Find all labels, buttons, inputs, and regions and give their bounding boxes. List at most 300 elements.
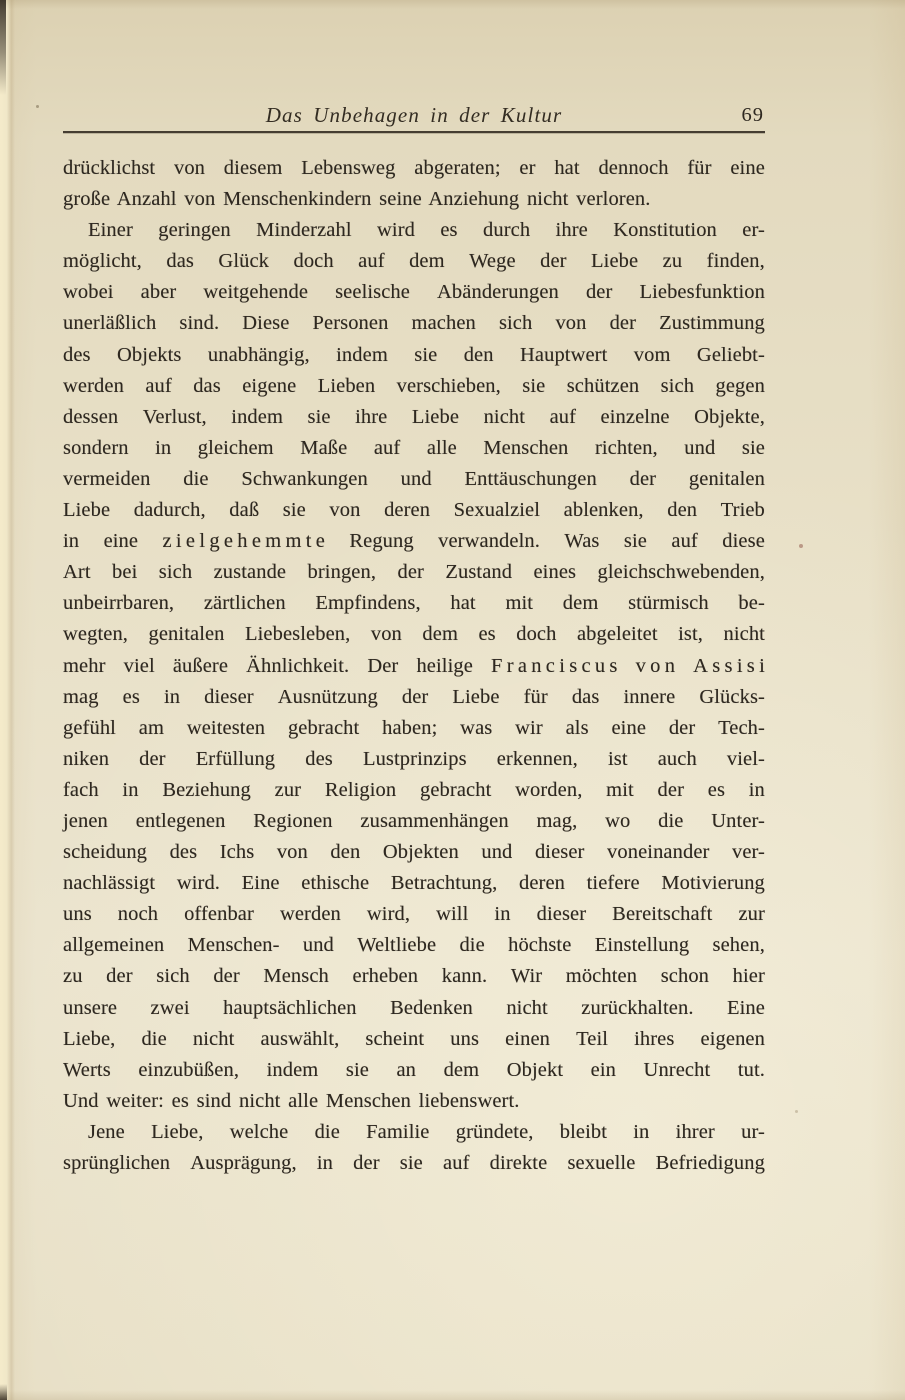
word: vom: [633, 343, 671, 366]
word: Liebe: [411, 405, 460, 428]
word: daß: [229, 499, 260, 522]
word: niken: [63, 747, 110, 770]
word: genitalen: [148, 623, 225, 646]
word: äußere: [172, 654, 229, 677]
word: abgeleitet: [576, 623, 658, 646]
scan-edge-artifact-top-left: [0, 0, 6, 95]
word: tiefere: [586, 872, 640, 895]
word: Liebe,: [151, 1120, 204, 1143]
word: zu: [63, 965, 83, 988]
word: sie: [307, 405, 331, 428]
text-line: [63, 153, 765, 184]
text-line: [63, 713, 765, 744]
word: den: [667, 499, 698, 522]
word: Unter-: [711, 809, 765, 832]
word: hier: [732, 965, 765, 988]
word: deren: [518, 872, 566, 895]
word: uns: [63, 903, 92, 926]
paper-speck: [795, 1110, 798, 1113]
word: Weltliebe: [357, 934, 437, 957]
word: auf: [671, 530, 698, 553]
text-line: [63, 619, 765, 650]
word: unsere: [63, 996, 118, 1019]
word: gegen: [715, 374, 765, 397]
word: auf: [443, 1152, 470, 1174]
word: wegten,: [63, 623, 129, 646]
text-line: [63, 495, 765, 526]
text-line: [63, 806, 765, 837]
word: finden,: [706, 250, 765, 273]
word: Hauptwert: [519, 343, 608, 366]
word: erheben: [352, 965, 419, 988]
text-line: [63, 340, 765, 371]
text-line: [63, 308, 765, 339]
word: ihre: [355, 405, 388, 428]
word: sie: [741, 436, 765, 459]
word: unabhängig,: [207, 343, 310, 366]
word: geringen: [158, 219, 231, 242]
word: viel-: [726, 747, 765, 770]
word: scheidung: [63, 841, 148, 864]
word: dieser: [534, 841, 585, 864]
word: ethische: [301, 872, 370, 895]
word: dem: [409, 250, 445, 273]
word: Ausnützung: [277, 685, 378, 708]
word: ist: [607, 747, 628, 770]
word: der: [585, 281, 613, 304]
word: dieser: [204, 685, 254, 708]
word: Religion: [324, 778, 397, 801]
word: sich: [498, 312, 533, 335]
word: sich: [660, 374, 695, 397]
word: werden: [279, 903, 341, 926]
word: auf: [549, 405, 577, 428]
word: für: [523, 685, 548, 708]
page-bottom-edge-shadow: [0, 1390, 905, 1400]
word: eine: [103, 530, 139, 553]
word: mit: [606, 778, 634, 801]
word: möchten: [565, 965, 638, 988]
word: Diese: [242, 312, 290, 335]
word: zusammenhängen: [360, 809, 509, 832]
word: indem: [336, 343, 388, 366]
word: Bedenken: [390, 996, 473, 1019]
word: Zustimmung: [659, 312, 765, 335]
word: des: [63, 343, 91, 366]
word: Beziehung: [162, 778, 251, 801]
word: ihre: [555, 219, 588, 242]
word: dem: [443, 1058, 480, 1081]
word: schützen: [566, 374, 640, 397]
word: es: [440, 219, 458, 242]
word: Liebe: [452, 685, 500, 708]
word: der: [213, 965, 240, 988]
word: Liebe,: [63, 1027, 116, 1050]
word: des: [169, 841, 198, 864]
word: die: [459, 934, 485, 957]
word: einen: [505, 1027, 550, 1050]
word: eigene: [242, 374, 297, 397]
word: an: [396, 1058, 417, 1081]
text-line: [63, 277, 765, 308]
word: den: [463, 343, 494, 366]
word: der: [139, 747, 166, 770]
word: voneinander: [607, 841, 710, 864]
word: Konstitution: [613, 219, 717, 242]
text-line: [63, 651, 765, 682]
word: von: [173, 157, 206, 179]
text-line: [63, 837, 765, 868]
text-line: [63, 1024, 765, 1055]
word: der: [657, 778, 685, 801]
word: ein: [590, 1058, 617, 1081]
word: diesem: [223, 157, 283, 179]
word: wird: [377, 219, 415, 242]
word: hat: [554, 157, 580, 179]
word: sich: [158, 561, 193, 584]
word: durch: [483, 219, 531, 242]
word: gebracht: [287, 716, 360, 739]
word: unbeirrbaren,: [63, 592, 175, 615]
text-line: [63, 993, 765, 1024]
word: Regung: [349, 530, 414, 553]
word: diese: [722, 530, 765, 553]
word: Minderzahl: [256, 219, 352, 242]
word: hauptsächlichen: [223, 996, 357, 1019]
word: welche: [229, 1120, 289, 1143]
word: von: [555, 312, 587, 335]
word: zur: [738, 903, 765, 926]
word: Wir: [510, 965, 543, 988]
word: nicht: [506, 996, 548, 1019]
text-line: [63, 1117, 765, 1148]
word: auf: [373, 436, 401, 459]
word: er-: [742, 219, 765, 242]
word: Verlust,: [142, 405, 207, 428]
text-line: [63, 246, 765, 277]
word: auf: [145, 374, 172, 397]
text-line: [63, 1055, 765, 1086]
word: sehen,: [712, 934, 765, 957]
word: richten,: [594, 436, 658, 459]
word: Geliebt-: [696, 343, 765, 366]
word: zustande: [213, 561, 287, 584]
word: von: [276, 841, 308, 864]
header-rule: [63, 131, 765, 133]
word: eine: [730, 157, 765, 179]
word: möglicht,: [63, 250, 142, 273]
word: allgemeinen: [63, 934, 165, 957]
word: der: [353, 1152, 380, 1174]
word: zur: [274, 778, 302, 801]
word: Was: [564, 530, 600, 553]
word: Ähnlichkeit.: [246, 654, 350, 677]
word: abgeraten;: [414, 157, 501, 179]
word: eine: [611, 716, 647, 739]
word: der: [609, 312, 637, 335]
word: verwandeln.: [438, 530, 540, 553]
word: Schwankungen: [241, 467, 368, 490]
word: von: [329, 499, 361, 522]
word: gebracht: [420, 778, 492, 801]
word: eigenen: [700, 1027, 765, 1050]
word: Menschen-: [187, 934, 280, 957]
word: ist,: [678, 623, 703, 646]
word: doch: [516, 623, 557, 646]
word: die: [658, 809, 684, 832]
word: dessen: [63, 405, 119, 428]
word: ur-: [741, 1120, 765, 1143]
word: worden,: [515, 778, 583, 801]
word: das: [166, 250, 194, 273]
word: und: [400, 467, 432, 490]
text-line: [63, 744, 765, 775]
word: sie: [414, 343, 438, 366]
word: am: [138, 716, 165, 739]
word: Menschen: [483, 436, 569, 459]
text-line: [63, 371, 765, 402]
word: in: [155, 436, 172, 459]
word: die: [141, 1027, 167, 1050]
word: bringen,: [307, 561, 377, 584]
word: Empfindens,: [315, 592, 421, 615]
word: Ausprägung,: [190, 1152, 297, 1174]
word: direkte: [489, 1152, 548, 1174]
text-line: große Anzahl von Menschenkindern seine Anziehung nicht verloren.: [63, 188, 651, 211]
word: Glück: [218, 250, 270, 273]
word: Werts: [63, 1058, 111, 1081]
word: das: [193, 374, 221, 397]
word: Objekt: [506, 1058, 564, 1081]
word: uns: [450, 1027, 480, 1050]
word: genitalen: [688, 467, 765, 490]
word: höchste: [508, 934, 572, 957]
word: in: [633, 1120, 650, 1143]
word: bleibt: [559, 1120, 608, 1143]
word: es: [707, 778, 726, 801]
word: dem: [562, 592, 599, 615]
word: und: [302, 934, 334, 957]
word: Erfüllung: [195, 747, 276, 770]
word: Zustand: [445, 561, 513, 584]
word: Lieben: [317, 374, 376, 397]
word: sie: [282, 499, 306, 522]
word: Personen: [312, 312, 389, 335]
word: in: [63, 530, 80, 553]
word: den: [330, 841, 361, 864]
word: der: [106, 965, 133, 988]
word: unerläßlich: [63, 312, 157, 335]
word: gleichschwebenden,: [597, 561, 765, 584]
word: nachlässigt: [63, 872, 156, 895]
word: A s s i s i: [693, 654, 765, 677]
word: zu: [662, 250, 683, 273]
word: der: [397, 561, 424, 584]
word: vermeiden: [63, 467, 151, 490]
running-head: [63, 100, 765, 130]
text-line: [63, 899, 765, 930]
word: dadurch,: [133, 499, 206, 522]
text-line: [63, 433, 765, 464]
word: schon: [660, 965, 710, 988]
word: sind.: [179, 312, 220, 335]
word: in: [316, 1152, 333, 1174]
word: zwei: [150, 996, 190, 1019]
page-top-edge-shadow: [0, 0, 905, 9]
text-line: [63, 868, 765, 899]
word: wird.: [176, 872, 221, 895]
word: v o n: [635, 654, 676, 677]
word: doch: [293, 250, 334, 273]
word: scheint: [365, 1027, 425, 1050]
word: Liebe: [63, 499, 111, 522]
word: Liebesleben,: [245, 623, 351, 646]
text-line: [63, 682, 765, 713]
word: kann.: [441, 965, 488, 988]
word: auf: [358, 250, 385, 273]
word: bei: [112, 561, 138, 584]
word: gründete,: [455, 1120, 534, 1143]
word: indem: [231, 405, 284, 428]
word: dieser: [536, 903, 587, 926]
word: Mensch: [263, 965, 329, 988]
word: Enttäuschungen: [464, 467, 597, 490]
word: es: [122, 685, 140, 708]
word: sondern: [63, 436, 129, 459]
word: der: [540, 250, 567, 273]
word: hat: [450, 592, 476, 615]
page-number: 69: [741, 104, 764, 126]
word: der: [401, 685, 429, 708]
word: er: [519, 157, 536, 179]
text-line: [63, 402, 765, 433]
word: ihres: [634, 1027, 675, 1050]
word: wo: [605, 809, 631, 832]
word: Abänderungen: [437, 281, 559, 304]
word: F r a n c i s c u s: [491, 654, 618, 677]
word: und: [481, 841, 513, 864]
word: machen: [411, 312, 476, 335]
word: als: [565, 716, 589, 739]
word: offenbar: [184, 903, 254, 926]
word: sprünglichen: [63, 1152, 171, 1174]
word: wird,: [366, 903, 411, 926]
word: in: [122, 778, 139, 801]
word: innere: [623, 685, 676, 708]
word: aber: [140, 281, 177, 304]
word: einzelne: [600, 405, 670, 428]
word: fach: [63, 778, 99, 801]
word: nicht: [483, 405, 526, 428]
text-line: [63, 557, 765, 588]
word: erkennen,: [496, 747, 578, 770]
paper-speck: [36, 105, 39, 108]
word: viel: [123, 654, 155, 677]
running-head-title: Das Unbehagen in der Kultur: [265, 103, 563, 127]
word: Jene: [88, 1120, 125, 1143]
word: tut.: [737, 1058, 765, 1081]
text-line: [63, 464, 765, 495]
word: nicht: [192, 1027, 235, 1050]
word: jenen: [63, 809, 108, 832]
word: und: [684, 436, 716, 459]
word: mit: [505, 592, 534, 615]
word: will: [436, 903, 469, 926]
word: in: [163, 685, 181, 708]
word: wobei: [63, 281, 114, 304]
word: Lustprinzips: [362, 747, 467, 770]
text-line: [63, 588, 765, 619]
word: sexuelle: [567, 1152, 636, 1174]
word: Art: [63, 561, 91, 584]
text-line: [63, 526, 765, 557]
word: dem: [422, 623, 458, 646]
word: Betrachtung,: [390, 872, 498, 895]
word: Maße: [300, 436, 348, 459]
word: Motivierung: [661, 872, 765, 895]
word: Objekts: [117, 343, 182, 366]
word: ablenken,: [563, 499, 644, 522]
word: entlegenen: [135, 809, 226, 832]
word: Glücks-: [699, 685, 765, 708]
word: Objekte,: [694, 405, 765, 428]
word: noch: [117, 903, 159, 926]
word: Ichs: [219, 841, 255, 864]
word: sie: [345, 1058, 369, 1081]
word: auswählt,: [260, 1027, 340, 1050]
word: das: [571, 685, 600, 708]
word: ihrer: [675, 1120, 715, 1143]
word: z i e l g e h e m m t e: [162, 530, 325, 553]
word: stürmisch: [628, 592, 709, 615]
word: ver-: [731, 841, 765, 864]
text-line: [63, 775, 765, 806]
word: sich: [156, 965, 190, 988]
word: weitgehende: [203, 281, 309, 304]
word: für: [687, 157, 712, 179]
word: deren: [384, 499, 431, 522]
word: Einer: [88, 219, 133, 242]
word: Liebe: [591, 250, 639, 273]
word: einzubüßen,: [138, 1058, 240, 1081]
text-line: [63, 930, 765, 961]
word: des: [305, 747, 333, 770]
page-left-edge-highlight: [0, 0, 15, 1400]
word: auch: [657, 747, 697, 770]
scan-edge-artifact-bottom-left: [0, 1384, 7, 1400]
word: weitesten: [186, 716, 266, 739]
word: Lebensweg: [301, 157, 396, 179]
word: zurückhalten.: [581, 996, 694, 1019]
word: der: [668, 716, 696, 739]
word: von: [370, 623, 402, 646]
word: Der: [367, 654, 399, 677]
word: sie: [399, 1152, 423, 1174]
word: Unrecht: [643, 1058, 711, 1081]
word: nicht: [723, 623, 765, 646]
word: Eine: [241, 872, 280, 895]
word: Liebesfunktion: [639, 281, 765, 304]
word: indem: [266, 1058, 319, 1081]
word: Befriedigung: [655, 1152, 765, 1174]
word: sie: [522, 374, 546, 397]
word: mag,: [536, 809, 578, 832]
word: Einstellung: [594, 934, 690, 957]
word: in: [494, 903, 511, 926]
word: Wege: [469, 250, 516, 273]
word: werden: [63, 374, 124, 397]
word: seelische: [335, 281, 410, 304]
